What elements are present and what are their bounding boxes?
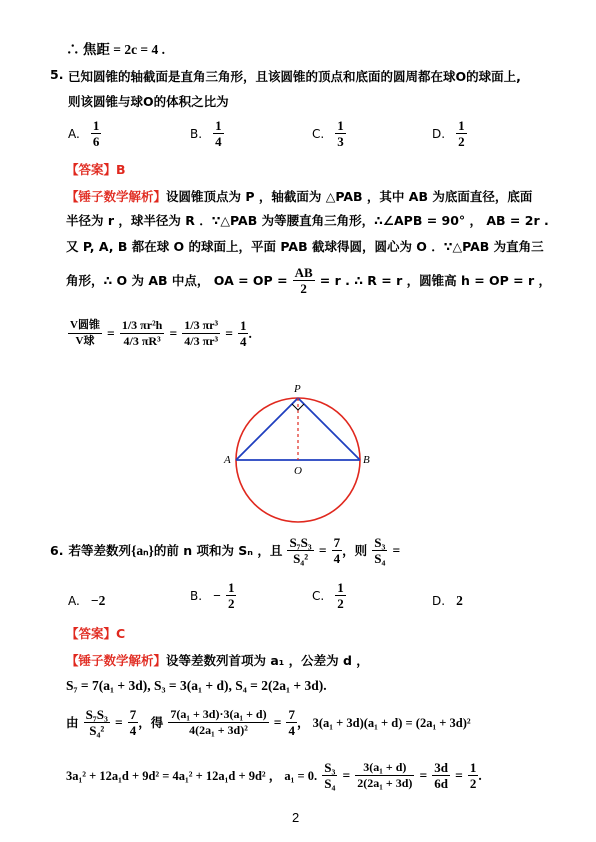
label-a: A <box>224 454 231 466</box>
cone-volume-expr2: 1/3 πr³ <box>184 318 219 332</box>
frac-den: S₄ <box>324 776 336 791</box>
ball-volume-expr2: 4/3 πr³ <box>184 334 219 348</box>
q6-answer-tag: 【答案】C <box>66 626 126 641</box>
option-num: 1 <box>215 118 222 133</box>
label-o: O <box>294 465 302 477</box>
analysis-text: 设圆锥顶点为 P ，轴截面为 △PAB ，其中 AB 为底面直径，底面 <box>166 189 533 204</box>
frac-num: 3(a₁ + d) <box>363 760 407 774</box>
q5-analysis-line4 <box>66 265 551 296</box>
given-rden: 4 <box>333 551 341 566</box>
q6-stem-c: ，则 <box>342 543 368 558</box>
q6-analysis-line1 <box>66 650 369 669</box>
result-den: 4 <box>239 334 247 349</box>
end: . <box>478 768 482 783</box>
option-num: 1 <box>337 118 344 133</box>
frac-den: 2(2a₁ + 3d) <box>357 776 413 790</box>
q6-analysis-line2: S₇ = 7(a₁ + 3d), S₃ = 3(a₁ + d), S₄ = 2(2a₁ + 3d). <box>66 678 327 693</box>
option-text: −2 <box>90 593 106 608</box>
frac-den: 4 <box>129 723 137 738</box>
option-text: 2 <box>456 593 463 608</box>
option-letter: B. <box>190 589 203 603</box>
q6-analysis-line3 <box>66 707 471 738</box>
q6-number: 6. <box>50 543 64 558</box>
segment-pa <box>236 398 298 460</box>
v-cone: V圆锥 <box>70 319 100 331</box>
q5-stem-line1: 已知圆锥的轴截面是直角三角形，且该圆锥的顶点和底面的圆周都在球O的球面上, <box>68 69 521 84</box>
frac-num: 7 <box>129 707 137 722</box>
tail: ， 3(a₁ + 3d)(a₁ + d) = (2a₁ + 3d)² <box>296 716 471 730</box>
option-letter: B. <box>190 127 203 141</box>
ball-volume-expr: 4/3 πR³ <box>120 333 165 349</box>
q6-option-d <box>432 590 463 609</box>
option-den: 2 <box>227 596 235 611</box>
v-ball: V球 <box>68 333 102 349</box>
q5-option-d <box>432 118 467 149</box>
option-num: 1 <box>227 580 235 595</box>
option-letter: C. <box>312 589 325 603</box>
option-den: 2 <box>337 596 344 611</box>
q5-analysis-line2: 半径为 r ，球半径为 R ．∵△PAB 为等腰直角三角形，∴∠APB = 90° ， AB = 2r . <box>66 213 549 228</box>
ask-eq: = <box>392 543 401 558</box>
q6-option-a <box>68 590 105 609</box>
q5-option-b <box>190 118 224 149</box>
q6-option-c <box>312 580 346 611</box>
q5-option-a <box>68 118 101 149</box>
analysis-tag: 【锤子数学解析】 <box>66 653 167 668</box>
frac-den: 2 <box>469 776 477 791</box>
frac-num: 3d <box>434 760 449 775</box>
option-letter: C. <box>312 127 325 141</box>
q5-analysis-line1 <box>66 186 532 205</box>
q5-analysis-line3: 又 P, A, B 都在球 O 的球面上，平面 PAB 截球得圆，圆心为 O ．∵△PAB 为直角三 <box>66 239 544 254</box>
option-sign: − <box>213 588 221 603</box>
line4-a: 3a₁² + 12a₁d + 9d² = 4a₁² + 12a₁d + 9d² ， a₁ = 0. <box>66 769 318 783</box>
analysis-text: 设等差数列首项为 a₁ ，公差为 d ， <box>166 653 369 668</box>
ask-num: S₃ <box>374 535 386 550</box>
frac-num: 1 <box>469 760 477 775</box>
ask-den: S₄ <box>374 551 386 566</box>
option-den: 4 <box>215 134 222 149</box>
option-letter: A. <box>68 127 80 141</box>
frac-den: 6d <box>434 776 449 791</box>
analysis-text: = r . ∴ R = r ，圆锥高 h = OP = r ， <box>319 273 552 288</box>
frac-num: S₇S₃ <box>85 707 108 722</box>
option-num: 1 <box>337 580 344 595</box>
q6-stem <box>50 535 400 566</box>
big-den: 4(2a₁ + 3d)² <box>168 722 268 738</box>
big-num: 7(a₁ + 3d)·3(a₁ + d) <box>170 707 267 721</box>
given-den: S₄² <box>287 550 313 566</box>
label-p: P <box>294 383 301 395</box>
q6-stem-a: 若等差数列 <box>68 543 132 558</box>
mid: ，得 <box>138 715 164 730</box>
option-den: 6 <box>92 134 100 149</box>
option-num: 1 <box>92 118 100 133</box>
given-rnum: 7 <box>333 535 341 550</box>
q5-number: 5. <box>50 67 64 82</box>
option-num: 1 <box>458 118 465 133</box>
segment-pb <box>298 398 360 460</box>
analysis-text: 角形，∴ O 为 AB 中点， OA = OP = <box>66 273 288 288</box>
given-eq: = <box>318 543 327 558</box>
analysis-tag: 【锤子数学解析】 <box>66 189 167 204</box>
frac-den: 4 <box>288 723 295 738</box>
prefix: 由 <box>66 715 79 730</box>
volume-ratio-formula: $\frac{\text{V圆锥}}{\text{V球}}$ = $\frac{\text{1/3 πr²h}}{\text{4/3 πR³}}$ = $\frac{\text{1/3 πr³}}{\text{4/3 πr³}}$ = $\frac{1}{4}$ . <box>70 318 252 349</box>
q6-stem-b: 的前 n 项和为 Sₙ ，且 <box>153 543 283 558</box>
option-letter: D. <box>432 127 446 141</box>
label-b: B <box>363 454 370 466</box>
frac-num: 7 <box>288 707 295 722</box>
page-number: 2 <box>292 810 300 825</box>
circle-triangle-figure <box>220 380 380 540</box>
q5-option-c <box>312 118 346 149</box>
option-den: 2 <box>458 134 465 149</box>
given-num: S₇S₃ <box>289 535 312 550</box>
focal-distance-line: ∴ 焦距 = 2c = 4 . <box>66 42 166 57</box>
q5-answer-tag: 【答案】B <box>66 162 126 177</box>
q6-seq: {aₙ} <box>131 543 154 558</box>
option-letter: D. <box>432 594 446 608</box>
eq: = <box>273 715 282 730</box>
frac-num: AB <box>294 265 313 280</box>
frac-den: S₄² <box>84 722 110 738</box>
q6-analysis-line4: 3a₁² + 12a₁d + 9d² = 4a₁² + 12a₁d + 9d² ， a₁ = 0. $\frac{\text{S₃}}{\text{S₄}}$ = $\frac{\text{3(a₁ + d)}}{\text{2(2a₁ + 3d)}}$ = $\frac{3d}{6d}$ = $\frac{1}{2}$ . <box>66 760 482 791</box>
option-letter: A. <box>68 594 80 608</box>
result-num: 1 <box>239 318 247 333</box>
eq: = <box>114 715 123 730</box>
cone-volume-expr: 1/3 πr²h <box>121 318 163 332</box>
frac-num: S₃ <box>324 760 336 775</box>
frac-den: 2 <box>293 280 315 296</box>
q6-option-b <box>190 580 236 611</box>
option-den: 3 <box>337 134 344 149</box>
q5-stem-line2: 则该圆锥与球O的体积之比为 <box>68 94 229 109</box>
